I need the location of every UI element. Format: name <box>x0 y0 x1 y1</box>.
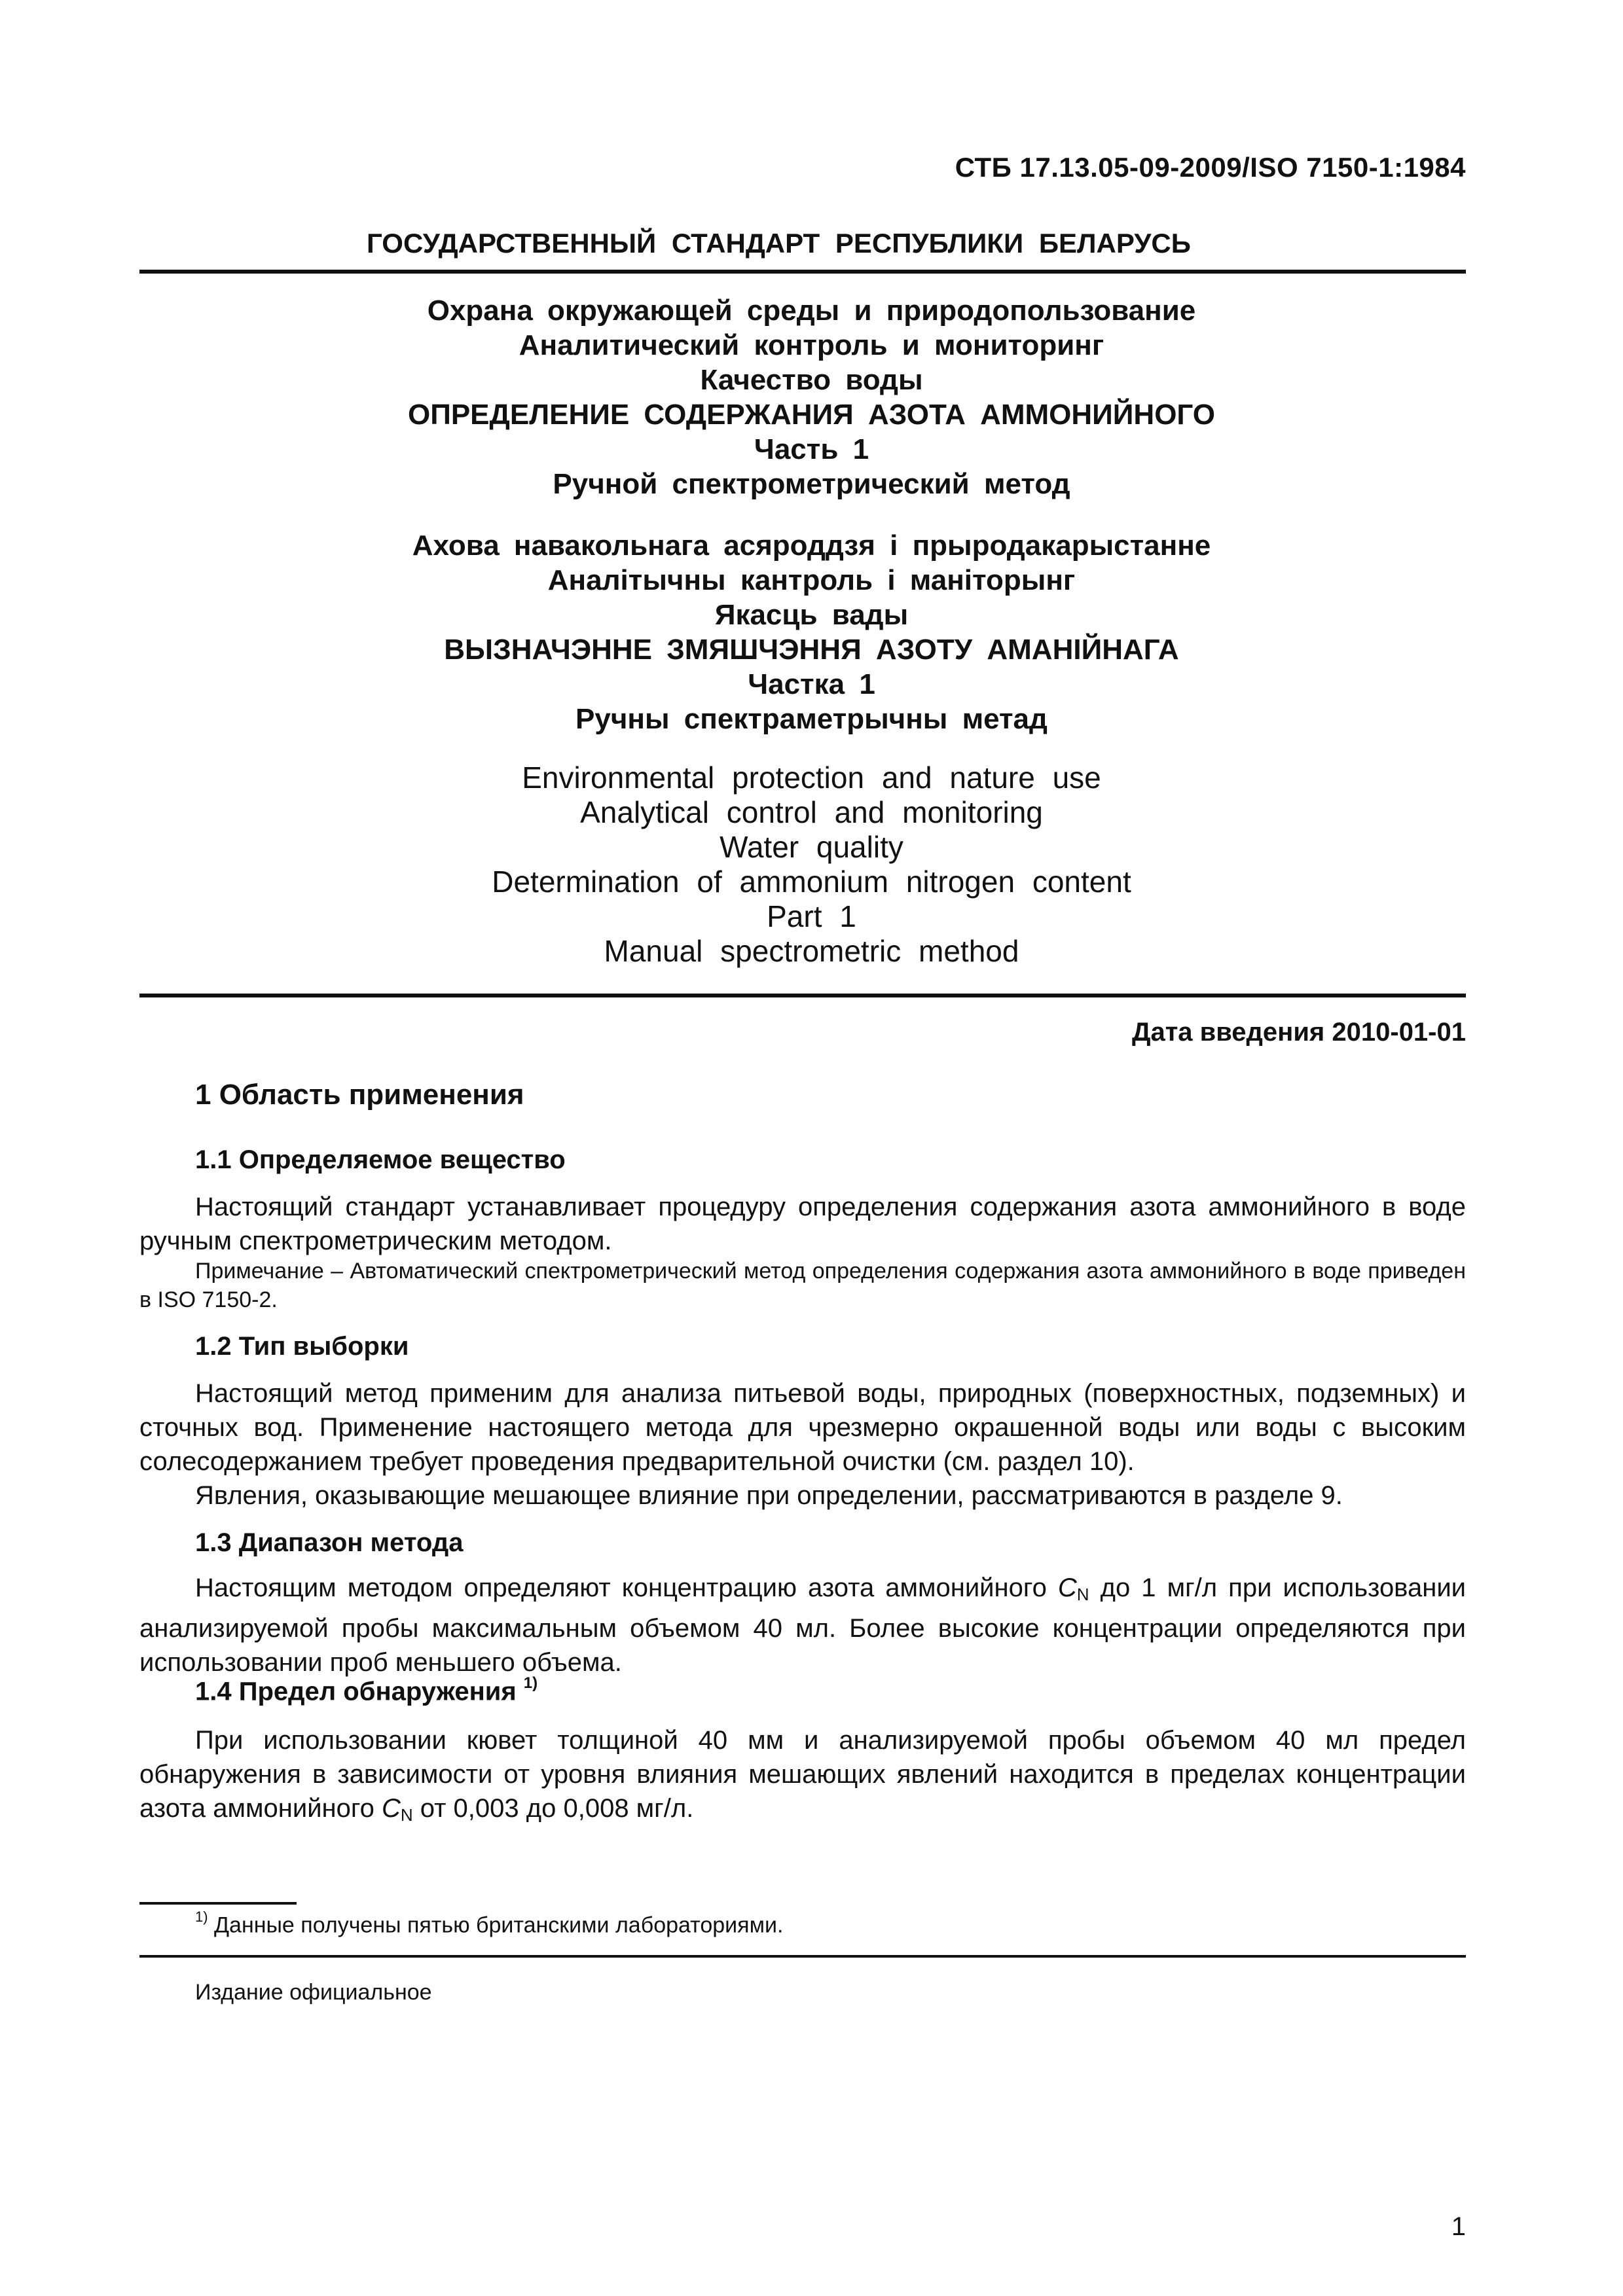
title-bottom-rule <box>139 994 1466 997</box>
edition-label: Издание официальное <box>195 1980 432 2005</box>
title-en-line: Analytical control and monitoring <box>580 795 1043 829</box>
title-ru-line: Качество воды <box>700 364 923 396</box>
section-1-2-text-2: Явления, оказывающие мешающее влияние при определении, рассматриваются в разделе 9. <box>195 1481 1343 1510</box>
footnote-ref: 1) <box>523 1674 538 1692</box>
section-1-3-text <box>139 1571 1466 1679</box>
section-1-2-text: Настоящий метод применим для анализа питьевой воды, природных (поверхностных, подземных) и сточных вод. Применение настоящего метода для чрезмерно окрашенной воды или воды с высоким солесодержанием требует проведения предварительной очистки (см. раздел 10). <box>139 1379 1466 1476</box>
section-1-3-text-b: до 1 мг/л при использовании анализируемой пробы максимальным объемом 40 мл. Более высокие концентрации определяются при использовании проб меньшего объема. <box>139 1573 1467 1677</box>
section-1-2-heading: 1.2 Тип выборки <box>195 1332 409 1361</box>
section-1-3-heading: 1.3 Диапазон метода <box>195 1528 464 1557</box>
introduction-date: Дата введения 2010-01-01 <box>1131 1018 1466 1047</box>
section-1-4-title: 1.4 Предел обнаружения <box>195 1677 517 1706</box>
concentration-subscript: N <box>400 1805 413 1825</box>
footnote-mark: 1) <box>195 1909 208 1925</box>
title-en-line: Manual spectrometric method <box>604 934 1019 968</box>
title-en-line: Water quality <box>720 830 903 864</box>
concentration-symbol: C <box>1057 1573 1077 1602</box>
section-1-4-text-a: При использовании кювет толщиной 40 мм и анализируемой пробы объемом 40 мл предел обнаружения в зависимости от уровня влияния мешающих явлений находится в пределах концентрации азота аммонийного <box>139 1726 1466 1823</box>
section-1-4-heading <box>195 1674 538 1706</box>
title-ru-line: Охрана окружающей среды и природопользование <box>427 295 1196 327</box>
concentration-symbol: C <box>381 1794 401 1823</box>
title-ru-line: Ручной спектрометрический метод <box>553 468 1070 500</box>
section-1-4-text-b: от 0,003 до 0,008 мг/л. <box>412 1794 694 1823</box>
section-1-1-text: Настоящий стандарт устанавливает процедуру определения содержания азота аммонийного в воде ручным спектрометрическим методом. <box>139 1193 1466 1255</box>
footer-rule <box>139 1955 1466 1958</box>
title-en-line: Determination of ammonium nitrogen content <box>492 865 1131 899</box>
title-en-line: Environmental protection and nature use <box>522 761 1101 795</box>
standard-designation: СТБ 17.13.05-09-2009/ISO 7150-1:1984 <box>955 152 1466 183</box>
title-ru-line: Часть 1 <box>754 433 869 465</box>
title-block-by <box>0 528 1623 736</box>
title-ru-line: ОПРЕДЕЛЕНИЕ СОДЕРЖАНИЯ АЗОТА АММОНИЙНОГО <box>407 399 1216 431</box>
section-1-heading: 1 Область применения <box>195 1079 524 1111</box>
footnote <box>195 1911 783 1938</box>
section-1-1-heading: 1.1 Определяемое вещество <box>195 1145 566 1174</box>
title-by-line: ВЫЗНАЧЭННЕ ЗМЯШЧЭННЯ АЗОТУ АМАНІЙНАГА <box>444 634 1179 666</box>
title-by-line: Ручны спектраметрычны метад <box>575 703 1048 735</box>
title-by-line: Ахова навакольнага асяроддзя і прыродакарыстанне <box>412 529 1211 562</box>
org-title: ГОСУДАРСТВЕННЫЙ СТАНДАРТ РЕСПУБЛИКИ БЕЛАРУСЬ <box>367 228 1191 259</box>
title-en-line: Part 1 <box>767 899 856 933</box>
footnote-rule <box>139 1902 297 1905</box>
top-rule <box>139 270 1466 274</box>
section-1-4-text <box>139 1723 1466 1832</box>
concentration-subscript: N <box>1076 1585 1089 1604</box>
section-1-3-text-a: Настоящим методом определяют концентрацию азота аммонийного <box>195 1573 1058 1602</box>
title-ru-line: Аналитический контроль и мониторинг <box>519 329 1104 361</box>
footnote-text: Данные получены пятью британскими лабораториями. <box>208 1912 784 1938</box>
title-by-line: Частка 1 <box>748 668 875 700</box>
title-by-line: Аналітычны кантроль і маніторынг <box>547 564 1076 596</box>
title-by-line: Якасць вады <box>714 599 909 631</box>
page-number: 1 <box>1451 2212 1466 2241</box>
title-block-en <box>0 761 1623 969</box>
title-block-ru <box>0 293 1623 501</box>
section-1-1-note: Примечание – Автоматический спектрометрический метод определения содержания азота аммонийного в воде приведен в ISO 7150-2. <box>139 1259 1466 1312</box>
